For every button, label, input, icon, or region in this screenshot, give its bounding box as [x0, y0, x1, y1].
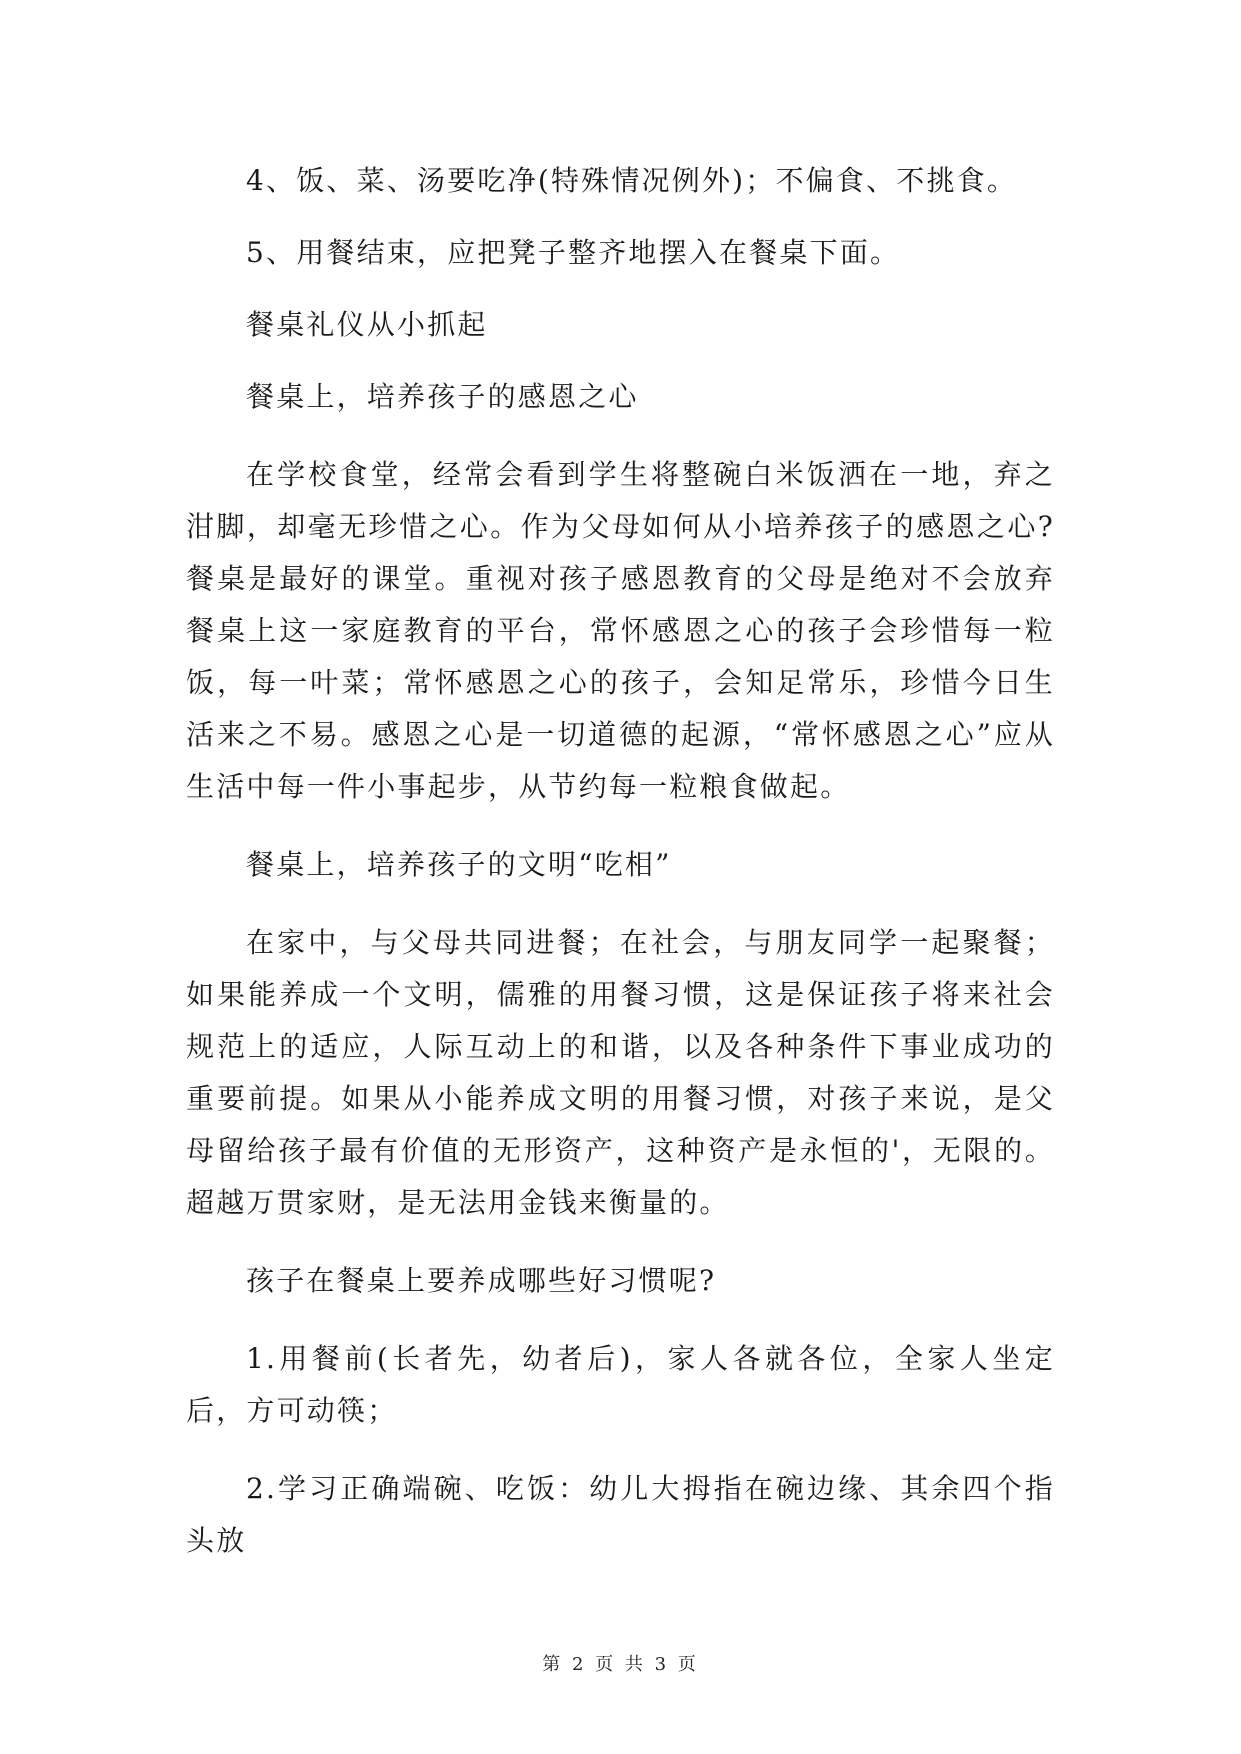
- paragraph-gratitude: 在学校食堂，经常会看到学生将整碗白米饭洒在一地，弃之泔脚，却毫无珍惜之心。作为父母如何从小培养孩子的感恩之心?餐桌是最好的课堂。重视对孩子感恩教育的父母是绝对不会放弃餐桌上这一家庭教育的平台，常怀感恩之心的孩子会珍惜每一粒饭，每一叶菜；常怀感恩之心的孩子，会知足常乐，珍惜今日生活来之不易。感恩之心是一切道德的起源，“常怀感恩之心”应从生活中每一件小事起步，从节约每一粒粮食做起。: [186, 458, 1055, 803]
- subheading-manners: 餐桌上，培养孩子的文明“吃相”: [246, 848, 672, 881]
- paragraph-rule-4: 4、饭、菜、汤要吃净(特殊情况例外)；不偏食、不挑食。: [246, 164, 1018, 197]
- paragraph-rule-5: 5、用餐结束，应把凳子整齐地摆入在餐桌下面。: [246, 236, 901, 269]
- list-item-2: 2.学习正确端碗、吃饭：幼儿大拇指在碗边缘、其余四个指头放: [186, 1472, 1055, 1557]
- paragraph-manners: 在家中，与父母共同进餐；在社会，与朋友同学一起聚餐；如果能养成一个文明，儒雅的用餐习惯，这是保证孩子将来社会规范上的适应，人际互动上的和谐，以及各种条件下事业成功的重要前提。如果从小能养成文明的用餐习惯，对孩子来说，是父母留给孩子最有价值的无形资产，这种资产是永恒的'，无限的。超越万贯家财，是无法用金钱来衡量的。: [186, 926, 1055, 1219]
- page-body: [186, 155, 1055, 1567]
- question-good-habits: 孩子在餐桌上要养成哪些好习惯呢?: [246, 1264, 717, 1297]
- section-heading-table-etiquette: 餐桌礼仪从小抓起: [246, 308, 488, 341]
- page-number-footer: 第 2 页 共 3 页: [542, 1654, 699, 1675]
- subheading-gratitude: 餐桌上，培养孩子的感恩之心: [246, 380, 639, 413]
- list-item-1: 1.用餐前(长者先，幼者后)，家人各就各位，全家人坐定后，方可动筷；: [186, 1342, 1055, 1427]
